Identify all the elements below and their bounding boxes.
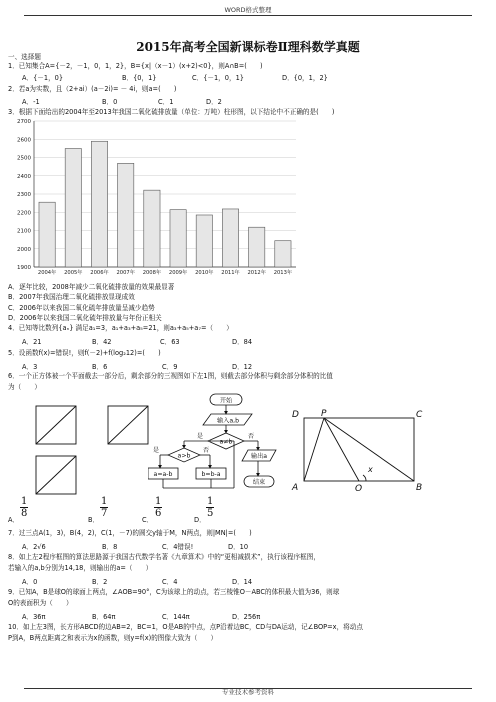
q4-option-b: B．42 bbox=[92, 338, 112, 346]
x-tick-label: 2012年 bbox=[247, 270, 266, 276]
x-tick-label: 2005年 bbox=[64, 270, 83, 276]
q8-stem-line2: 若输入的a,b分别为14,18，则输出的a=（ ） bbox=[8, 564, 153, 572]
no1-label: 否 bbox=[247, 433, 255, 440]
bar-2011年 bbox=[222, 209, 238, 267]
q3-stem: 3．根据下面给出的2004年至2013年我国二氧化硫排放量（单位：万吨）柱形图，以下结论中不正确的是( ) bbox=[8, 108, 335, 116]
q6-option-a-letter: A． bbox=[8, 516, 20, 524]
program-flowchart bbox=[148, 392, 288, 500]
cond1-label: a≠b bbox=[219, 438, 233, 446]
bar-2005年 bbox=[65, 149, 81, 267]
q7-option-b: B．8 bbox=[102, 543, 118, 551]
label-p: P bbox=[321, 409, 327, 419]
q7-option-c: C．4错误! bbox=[162, 543, 194, 551]
rectangle-abcd-figure bbox=[290, 408, 430, 494]
q7-stem: 7．过三点A(1，3)，B(4，2)，C(1，－7)的圆交y轴于M，N两点，则|MN|=( ) bbox=[8, 529, 252, 537]
rectangle-abcd bbox=[304, 418, 414, 481]
q6-option-d-den: 5 bbox=[207, 508, 214, 519]
q5-option-c: C．9 bbox=[162, 363, 178, 371]
output-label: 输出a bbox=[250, 453, 268, 460]
q5-option-b: B．6 bbox=[92, 363, 108, 371]
q6-option-d-num: 1 bbox=[207, 496, 214, 507]
y-tick-label: 2400 bbox=[17, 173, 31, 180]
q4-option-c: C．63 bbox=[160, 338, 180, 346]
yes2-label: 是 bbox=[152, 447, 160, 454]
q6-option-a-num: 1 bbox=[21, 496, 28, 507]
q9-stem-line2: O的表面积为（ ） bbox=[8, 599, 73, 607]
start-label: 开始 bbox=[219, 397, 233, 405]
label-x: x bbox=[368, 465, 373, 474]
q2-option-b: B．0 bbox=[102, 98, 118, 106]
q3-option-a: A．逐年比较，2008年减少二氧化硫排放量的效果最显著 bbox=[8, 283, 175, 291]
q5-option-d: D．12 bbox=[232, 363, 253, 371]
page-header: WORD格式整理 bbox=[224, 6, 272, 14]
label-o: O bbox=[355, 484, 363, 494]
input-label: 输入a,b bbox=[216, 417, 240, 425]
q3-option-d: D．2006年以来我国二氧化硫年排放量与年份正相关 bbox=[8, 314, 162, 322]
q8-option-a: A．0 bbox=[22, 578, 38, 586]
x-tick-label: 2013年 bbox=[273, 270, 293, 276]
q6-option-a-fraction bbox=[20, 496, 28, 519]
q6-option-c-fraction bbox=[154, 496, 162, 519]
end-label: 结束 bbox=[252, 479, 266, 486]
q6-option-d-fraction bbox=[206, 496, 214, 519]
x-tick-label: 2009年 bbox=[168, 270, 188, 276]
label-d: D bbox=[292, 410, 299, 420]
y-tick-label: 2600 bbox=[17, 137, 31, 144]
bar-2007年 bbox=[118, 163, 134, 267]
q1-option-a: A．{－1，0} bbox=[22, 74, 64, 82]
cond2-label: a>b bbox=[177, 452, 191, 460]
q8-option-c: C．4 bbox=[162, 578, 178, 586]
y-tick-label: 2200 bbox=[17, 210, 31, 217]
q5-stem: 5．设函数f(x)=错误!，则f(－2)+f(log₂12)=( ) bbox=[8, 349, 161, 357]
label-b: B bbox=[416, 483, 423, 493]
q6-stem-line2: 为（ ） bbox=[8, 383, 41, 391]
q6-option-c-num: 1 bbox=[155, 496, 162, 507]
q9-option-c: C．144π bbox=[162, 613, 190, 621]
q6-option-c-den: 6 bbox=[155, 508, 162, 519]
q6-option-b-den: 7 bbox=[101, 508, 108, 519]
emission-bar-chart bbox=[6, 117, 306, 285]
no2-label: 否 bbox=[202, 447, 210, 454]
q9-option-b: B．64π bbox=[92, 613, 116, 621]
q4-option-d: D．84 bbox=[232, 338, 253, 346]
q8-option-b: B．2 bbox=[92, 578, 108, 586]
q5-option-a: A．3 bbox=[22, 363, 38, 371]
bar-2008年 bbox=[144, 190, 160, 267]
q6-option-b-letter: B． bbox=[88, 516, 100, 524]
q6-option-d-letter: D． bbox=[194, 516, 206, 524]
q7-option-d: D．10 bbox=[228, 543, 249, 551]
q10-stem-line1: 10．如上左3图，长方形ABCD的边AB=2，BC=1，O是AB的中点，点P沿着边BC，CD与DA运动，记∠BOP=x，将动点 bbox=[8, 623, 363, 631]
label-c: C bbox=[416, 410, 423, 420]
q9-stem-line1: 9．已知A，B是球O的球面上两点，∠AOB=90°，C为该球上的动点，若三棱锥O－ABC的体积最大值为36，则球 bbox=[8, 588, 340, 596]
x-tick-label: 2006年 bbox=[90, 270, 109, 276]
yes1-label: 是 bbox=[196, 433, 204, 440]
y-tick-label: 1900 bbox=[17, 265, 31, 271]
q4-stem: 4．已知等比数列{aₙ} 满足a₁=3，a₁+a₃+a₅=21，则a₃+a₅+a₇=（ ） bbox=[8, 324, 233, 332]
bar-2006年 bbox=[91, 141, 107, 267]
y-tick-label: 2700 bbox=[17, 119, 31, 125]
q1-stem: 1．已知集合A={－2，－1，0，1，2}，B={x|（x－1）(x+2)<0}，则A∩B=( ) bbox=[8, 62, 263, 70]
page-footer: 专业技术参考资料 bbox=[222, 688, 274, 696]
bar-2004年 bbox=[39, 202, 55, 267]
q3-option-b: B．2007年我国治理二氧化硫排放显现成效 bbox=[8, 293, 135, 301]
q9-option-d: D．256π bbox=[232, 613, 261, 621]
x-tick-label: 2011年 bbox=[221, 270, 240, 276]
q7-option-a: A．2√6 bbox=[22, 543, 46, 551]
q9-option-a: A．36π bbox=[22, 613, 46, 621]
q8-option-d: D．14 bbox=[232, 578, 253, 586]
section-heading: 一、选择题 bbox=[8, 53, 41, 61]
q8-stem-line1: 8．如上左2程序框图的算法思路源于我国古代数学名著《九章算术》中的“更相减损术”，执行该程序框图， bbox=[8, 553, 320, 561]
y-tick-label: 2500 bbox=[17, 155, 31, 162]
page-title: 2015年高考全国新课标卷Ⅱ理科数学真题 bbox=[136, 40, 360, 54]
header-rule bbox=[24, 15, 472, 16]
y-tick-label: 2300 bbox=[17, 192, 31, 198]
x-tick-label: 2008年 bbox=[142, 270, 162, 276]
q6-option-a-den: 8 bbox=[21, 508, 28, 519]
q6-option-b-fraction bbox=[100, 496, 108, 519]
bar-2010年 bbox=[196, 215, 212, 267]
label-a: A bbox=[292, 483, 299, 493]
three-view-figure bbox=[0, 392, 160, 496]
q1-option-d: D．{0，1，2} bbox=[282, 74, 328, 82]
q1-option-c: C．{－1，0，1} bbox=[192, 74, 244, 82]
assign1-label: a=a-b bbox=[153, 471, 173, 478]
q2-option-c: C．1 bbox=[158, 98, 174, 106]
q6-option-c-letter: C． bbox=[142, 516, 154, 524]
q6-stem-line1: 6．一个正方体被一个平面截去一部分后，剩余部分的三视图如下左1图，则截去部分体积与剩余部分体积的比值 bbox=[8, 372, 333, 380]
q2-option-d: D．2 bbox=[206, 98, 222, 106]
q2-option-a: A．-1 bbox=[22, 98, 40, 106]
bar-2009年 bbox=[170, 210, 186, 267]
y-tick-label: 2100 bbox=[17, 228, 31, 235]
q3-option-c: C．2006年以来我国二氧化硫年排放量呈减少趋势 bbox=[8, 304, 155, 312]
x-tick-label: 2010年 bbox=[195, 270, 214, 276]
q1-option-b: B．{0，1} bbox=[122, 74, 157, 82]
bar-2013年 bbox=[275, 241, 291, 267]
q4-option-a: A．21 bbox=[22, 338, 42, 346]
y-tick-label: 2000 bbox=[17, 246, 31, 253]
assign2-label: b=b-a bbox=[201, 471, 221, 478]
q6-option-b-num: 1 bbox=[101, 496, 108, 507]
x-tick-label: 2007年 bbox=[116, 270, 135, 276]
q10-stem-line2: P到A，B两点距离之和表示为x的函数，则y=f(x)的图像大致为（ ） bbox=[8, 634, 218, 642]
q2-stem: 2．若a为实数，且（2+ai）(a－2i)= － 4i，则a=( ) bbox=[8, 85, 177, 93]
bar-2012年 bbox=[249, 227, 265, 267]
x-tick-label: 2004年 bbox=[37, 270, 57, 276]
